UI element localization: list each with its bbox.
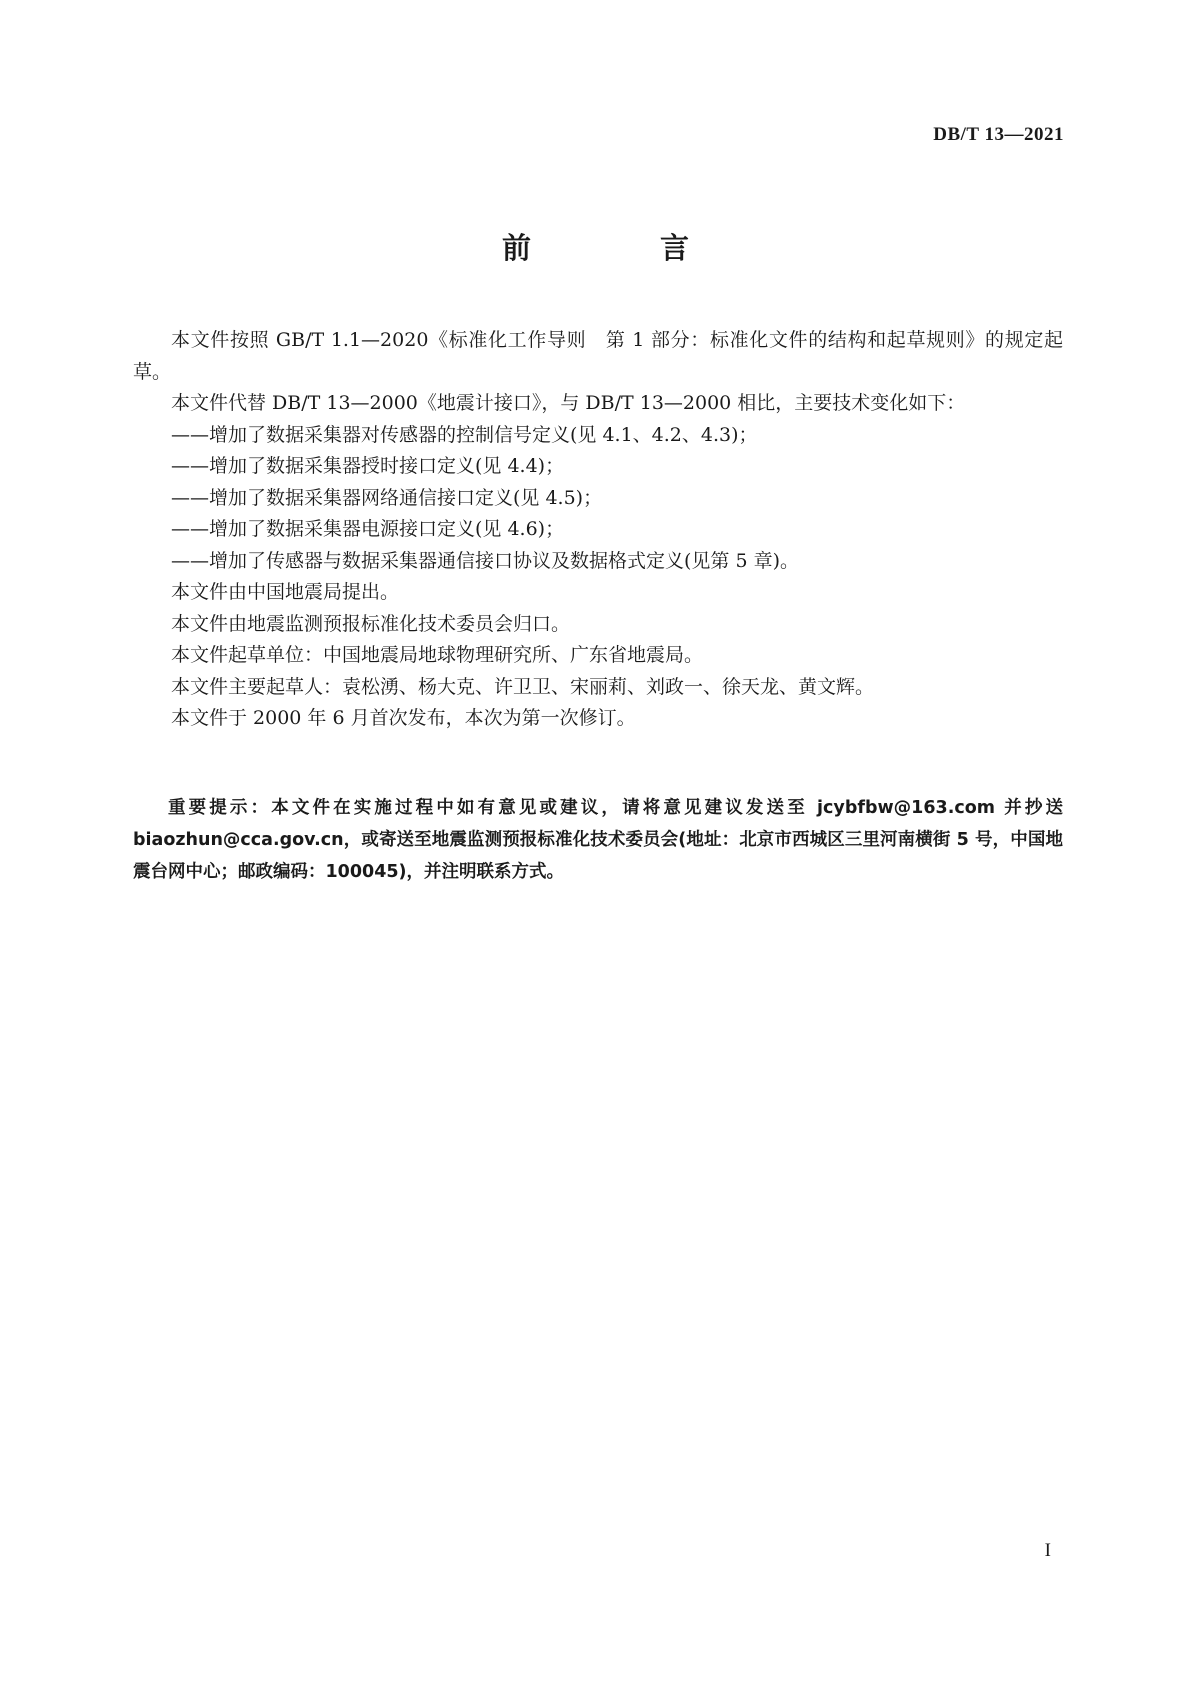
paragraph-history: 本文件于 2000 年 6 月首次发布，本次为第一次修订。: [171, 707, 636, 729]
paragraph-drafting-rules: 本文件按照 GB/T 1.1—2020《标准化工作导则 第 1 部分：标准化文件的结构和起草规则》的规定起草。: [133, 329, 1063, 383]
foreword-body: [133, 325, 1063, 735]
paragraph-committee: 本文件由地震监测预报标准化技术委员会归口。: [171, 612, 571, 635]
page-number: I: [1044, 1540, 1051, 1561]
change-item: ——增加了数据采集器对传感器的控制信号定义(见 4.1、4.2、4.3)；: [171, 423, 758, 446]
paragraph-replacement: 本文件代替 DB/T 13—2000《地震计接口》，与 DB/T 13—2000 相比，主要技术变化如下：: [171, 392, 966, 414]
page-title: 前 言: [501, 231, 739, 265]
important-notice: 重要提示：本文件在实施过程中如有意见或建议，请将意见建议发送至 jcybfbw@163.com 并抄送 biaozhun@cca.gov.cn，或寄送至地震监测预报标准化技术委员会(地址：北京市西城区三里河南横街 5 号，中国地震台网中心；邮政编码：100045)，并注明联系方式。: [133, 798, 1063, 882]
change-item: ——增加了数据采集器电源接口定义(见 4.6)；: [171, 518, 565, 540]
change-item: ——增加了数据采集器授时接口定义(见 4.4)；: [171, 455, 565, 477]
paragraph-drafting-units: 本文件起草单位：中国地震局地球物理研究所、广东省地震局。: [171, 644, 704, 666]
document-code: DB/T 13—2021: [933, 124, 1064, 145]
paragraph-proposer: 本文件由中国地震局提出。: [171, 581, 400, 603]
change-item: ——增加了传感器与数据采集器通信接口协议及数据格式定义(见第 5 章)。: [171, 549, 799, 572]
paragraph-drafters: 本文件主要起草人：袁松湧、杨大克、许卫卫、宋丽莉、刘政一、徐天龙、黄文辉。: [171, 675, 875, 698]
change-item: ——增加了数据采集器网络通信接口定义(见 4.5)；: [171, 486, 603, 509]
